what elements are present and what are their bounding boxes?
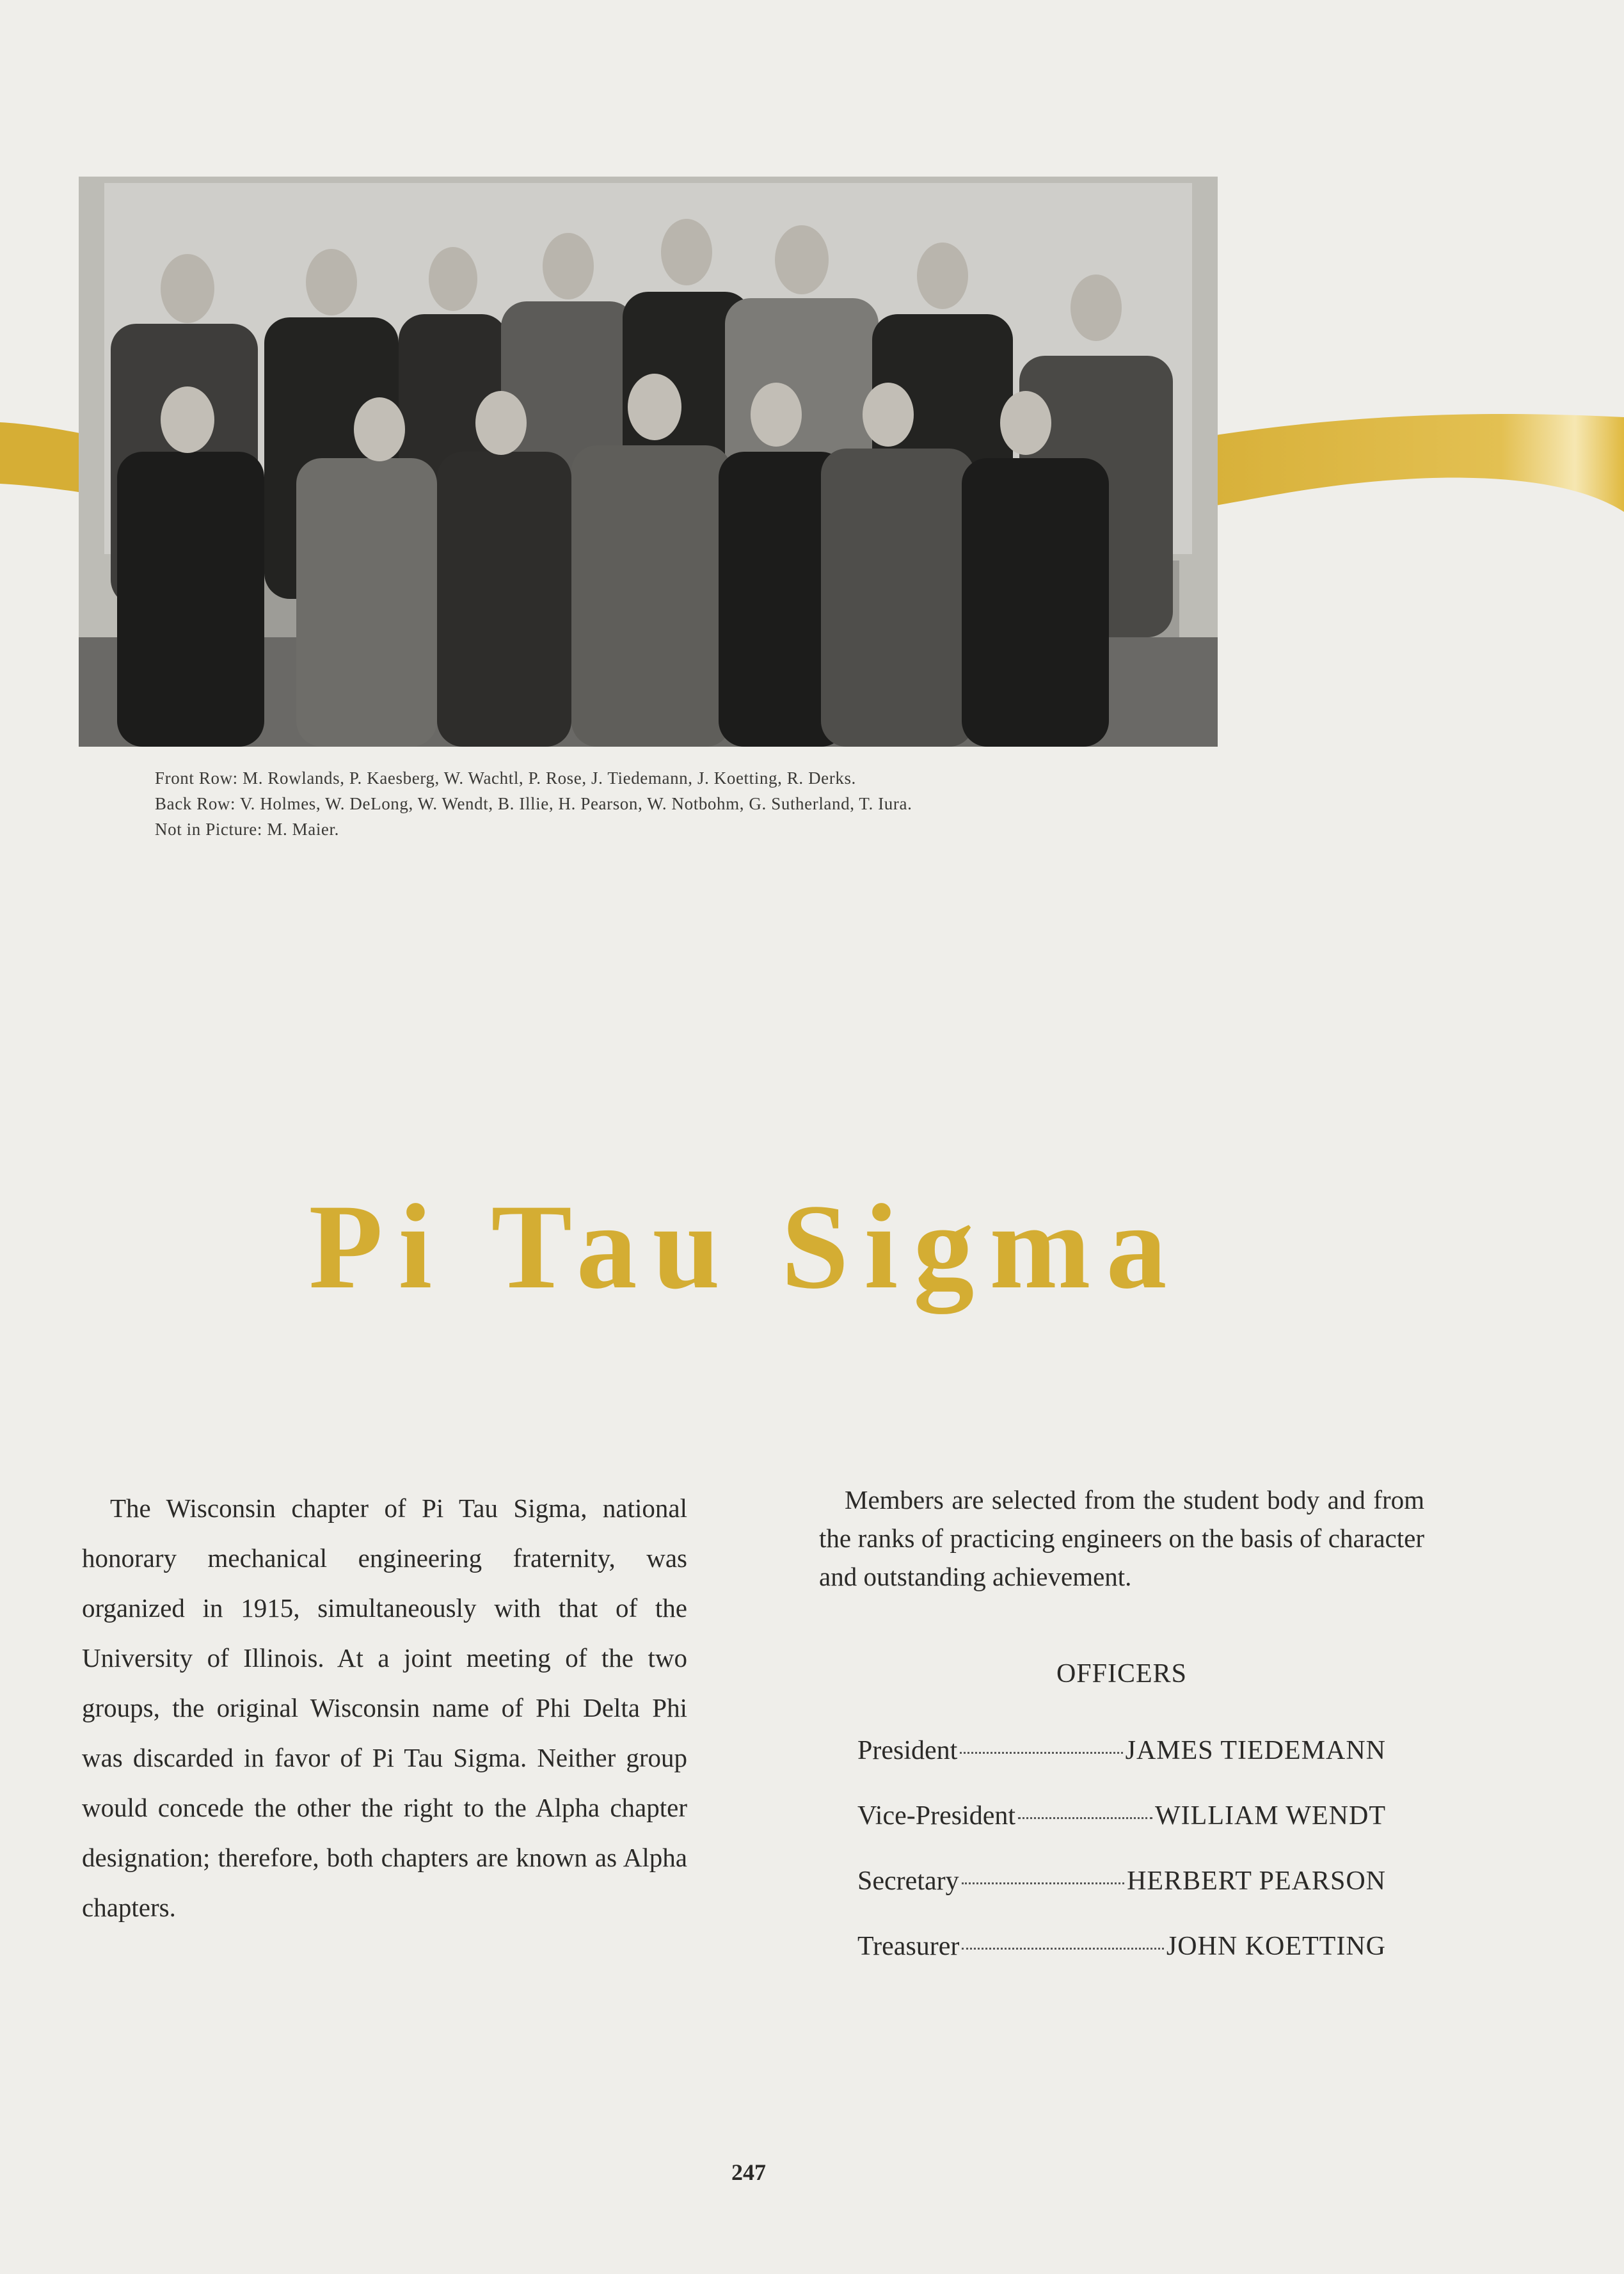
officer-name: JOHN KOETTING [1166,1932,1386,1961]
officer-role: Secretary [857,1866,959,1896]
caption-back-row: Back Row: V. Holmes, W. DeLong, W. Wendt, B. Illie, H. Pearson, W. Notbohm, G. Sutherland, T. Iura. [155,794,912,813]
dot-leader [1018,1817,1152,1819]
officer-row-president [857,1735,1386,1774]
membership-paragraph: Members are selected from the student body and from the ranks of practicing engineers on the basis of character and outstanding achievement. [819,1485,1424,1591]
page-number: 247 [731,2159,766,2185]
group-photograph [79,177,1218,747]
officer-row-secretary [857,1866,1386,1904]
officer-name: WILLIAM WENDT [1155,1801,1386,1831]
history-column [82,1483,687,1932]
officer-row-treasurer [857,1931,1386,1969]
photo-caption [155,765,1243,842]
caption-not-in-picture: Not in Picture: M. Maier. [155,820,339,839]
history-paragraph: The Wisconsin chapter of Pi Tau Sigma, national honorary mechanical engineering fraternity, was organized in 1915, simultaneously with that of the University of Illinois. At a joint meeting of the two groups, the original Wisconsin name of Phi Delta Phi was discarded in favor of Pi Tau Sigma. Neither group would concede the other the right to the Alpha chapter designation; therefore, both chapters are known as Alpha chapters. [82,1493,687,1922]
dot-leader [962,1948,1163,1950]
dot-leader [960,1752,1122,1754]
officer-role: Treasurer [857,1932,960,1961]
officers-heading: OFFICERS [1056,1659,1188,1689]
officer-role: Vice-President [857,1801,1016,1831]
dot-leader [962,1882,1124,1884]
membership-column [819,1481,1424,1596]
officer-name: HERBERT PEARSON [1127,1866,1386,1896]
photo-illustration [79,177,1218,747]
page-title: Pi Tau Sigma [308,1180,1182,1314]
officer-name: JAMES TIEDEMANN [1125,1736,1386,1765]
officer-role: President [857,1736,958,1765]
caption-front-row: Front Row: M. Rowlands, P. Kaesberg, W. Wachtl, P. Rose, J. Tiedemann, J. Koetting, R. Derks. [155,768,856,788]
officer-row-vice-president [857,1801,1386,1839]
